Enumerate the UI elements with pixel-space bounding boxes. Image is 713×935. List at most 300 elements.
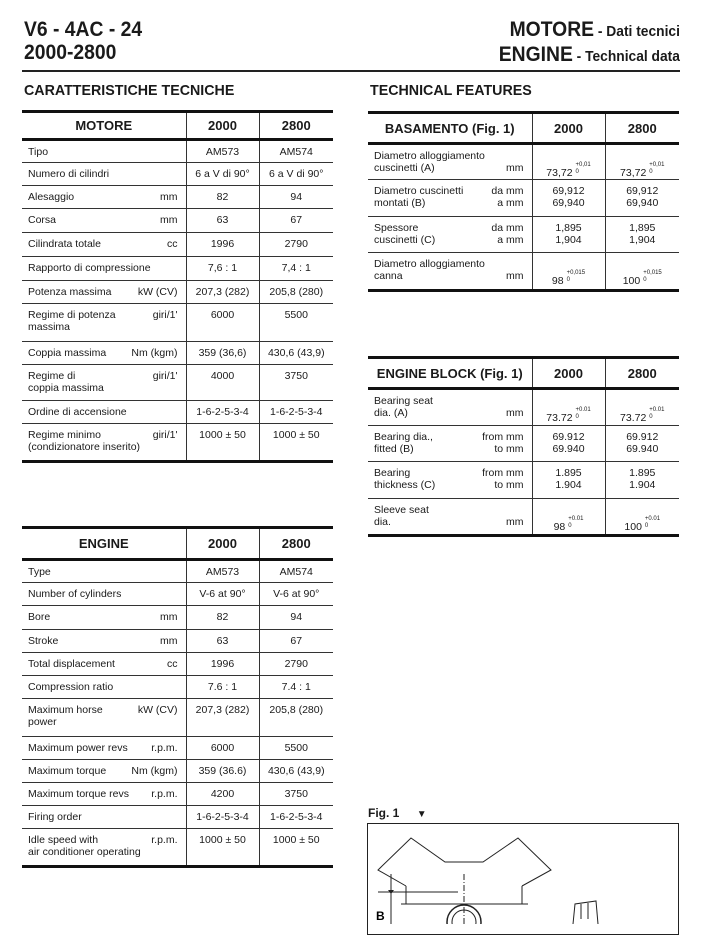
- value-2800: [259, 699, 333, 737]
- value-text: 7.6 : 1: [207, 681, 238, 693]
- row-unit: giri/1': [152, 429, 178, 441]
- value-2000: [186, 630, 259, 653]
- table-header-row: [368, 113, 679, 144]
- value-text: 430,6 (43,9): [267, 765, 325, 777]
- row-label-cell: [22, 737, 186, 760]
- table-row: [368, 144, 679, 180]
- value-2800: [259, 806, 333, 829]
- model-code: V6 - 4AC - 24: [24, 18, 143, 41]
- value-text: 1-6-2-5-3-4: [269, 811, 323, 823]
- value-2800: [605, 426, 679, 462]
- value-text: 3750: [284, 370, 308, 382]
- row-unit: from mm to mm: [482, 467, 524, 491]
- value-text: 1000 ± 50: [272, 429, 320, 441]
- basamento-table: [368, 111, 679, 292]
- value-2000: [186, 257, 259, 281]
- tolerance: [645, 516, 660, 530]
- column-header-2800: 2800: [605, 113, 679, 144]
- value-text: 73.72: [620, 412, 647, 424]
- value-2000: [532, 217, 605, 253]
- value-2800: [605, 389, 679, 426]
- figure-marker-icon: ▼: [416, 809, 427, 820]
- value-text: 82: [216, 191, 229, 203]
- row-label: Firing order: [28, 811, 82, 823]
- value-text: 6 a V di 90°: [195, 168, 250, 180]
- value-2800: [259, 304, 333, 342]
- row-label: Spessore cuscinetti (C): [374, 222, 436, 246]
- value-2800: [605, 462, 679, 499]
- value-text: 69,912 69,940: [626, 185, 659, 209]
- tolerance-upper: +0.01: [644, 516, 661, 522]
- row-label-cell: [22, 304, 186, 342]
- value-text: 207,3 (282): [195, 704, 250, 716]
- row-label: Number of cylinders: [28, 588, 122, 600]
- value-2000: [186, 760, 259, 783]
- row-label: Maximum horse power: [28, 704, 103, 728]
- row-label: Bore: [28, 611, 51, 623]
- row-label: Corsa: [28, 214, 57, 226]
- row-label-cell: [22, 140, 186, 163]
- figure-1-engine-block-drawing: [367, 823, 679, 935]
- row-label-cell: [22, 186, 186, 209]
- column-header-2000: 2000: [532, 113, 605, 144]
- column-header-2800: 2800: [605, 358, 679, 389]
- table-row: [22, 342, 333, 365]
- table-row: [22, 783, 333, 806]
- row-label: Diametro cuscinetti montati (B): [374, 185, 464, 209]
- value-2800: [259, 737, 333, 760]
- row-unit: mm: [160, 611, 178, 623]
- row-label: Bearing thickness (C): [374, 467, 436, 491]
- table-row: [22, 233, 333, 257]
- row-label-cell: [22, 163, 186, 186]
- tolerance-lower: 0: [568, 523, 572, 529]
- value-text: 1,895 1,904: [555, 222, 582, 246]
- value-2000: [186, 560, 259, 583]
- value-text: 98: [551, 275, 564, 287]
- value-text: 2790: [284, 658, 308, 670]
- row-label-cell: [22, 676, 186, 699]
- value-text: 100: [622, 275, 641, 287]
- row-label: Type: [28, 566, 51, 578]
- value-text: 7.4 : 1: [281, 681, 311, 693]
- value-2000: [186, 304, 259, 342]
- value-2800: [259, 209, 333, 233]
- value-2000: [186, 163, 259, 186]
- value-2800: [259, 783, 333, 806]
- value-text: 6000: [210, 742, 235, 754]
- table-row: [22, 737, 333, 760]
- tolerance-lower: 0: [575, 414, 579, 420]
- row-label: Compression ratio: [28, 681, 114, 693]
- row-unit: Nm (kgm): [131, 765, 178, 777]
- table-row: [22, 653, 333, 676]
- value-2000: [186, 424, 259, 462]
- value-text: AM573: [205, 146, 240, 158]
- value-text: 73,72: [620, 167, 647, 179]
- value-2800: [259, 560, 333, 583]
- value-2800: [605, 499, 679, 536]
- value-2000: [186, 829, 259, 867]
- row-unit: r.p.m.: [151, 742, 178, 754]
- row-unit: mm: [160, 635, 178, 647]
- value-2800: [259, 630, 333, 653]
- row-label: Bearing seat dia. (A): [374, 395, 433, 419]
- value-text: 98: [553, 521, 566, 533]
- value-text: 69,912 69,940: [552, 185, 585, 209]
- value-text: 1000 ± 50: [272, 834, 320, 846]
- value-text: 7,6 : 1: [207, 262, 238, 274]
- tolerance: [568, 516, 583, 530]
- value-text: 1,895 1,904: [629, 222, 656, 246]
- document-model-heading: [24, 18, 142, 64]
- value-2000: [186, 233, 259, 257]
- value-2000: [186, 806, 259, 829]
- value-text: 205,8 (280): [269, 704, 324, 716]
- row-label-cell: [22, 583, 186, 606]
- value-text: V-6 at 90°: [273, 588, 320, 600]
- row-unit: da mm a mm: [491, 185, 524, 209]
- row-label-cell: [22, 783, 186, 806]
- row-label: Diametro alloggiamento canna: [374, 258, 485, 282]
- row-label-cell: [22, 233, 186, 257]
- row-label: Diametro alloggiamento cuscinetti (A): [374, 150, 485, 174]
- tolerance: [576, 162, 591, 176]
- table-row: [22, 186, 333, 209]
- row-label-cell: [22, 257, 186, 281]
- value-2800: [605, 144, 679, 180]
- value-2800: [259, 583, 333, 606]
- value-2000: [186, 699, 259, 737]
- tolerance-lower: 0: [566, 277, 570, 283]
- value-2800: [605, 217, 679, 253]
- value-2000: [186, 209, 259, 233]
- section-heading-english: TECHNICAL FEATURES: [370, 82, 532, 99]
- value-2000: [186, 140, 259, 163]
- table-title: ENGINE: [22, 528, 186, 560]
- row-label-cell: [368, 253, 532, 291]
- table-row: [22, 257, 333, 281]
- value-text: 100: [624, 521, 642, 533]
- value-text: 359 (36.6): [198, 765, 247, 777]
- table-row: [22, 699, 333, 737]
- row-label-cell: [368, 426, 532, 462]
- tolerance-upper: +0,015: [643, 270, 662, 276]
- row-label-cell: [22, 209, 186, 233]
- row-unit: kW (CV): [137, 286, 178, 298]
- value-2800: [259, 653, 333, 676]
- row-label: Total displacement: [28, 658, 115, 670]
- table-row: [22, 281, 333, 304]
- row-label: Maximum torque: [28, 765, 107, 777]
- value-text: 69.912 69.940: [552, 431, 585, 455]
- table-title: BASAMENTO (Fig. 1): [368, 113, 532, 144]
- value-2800: [259, 676, 333, 699]
- tolerance: [567, 270, 586, 284]
- value-text: 1996: [210, 238, 235, 250]
- value-text: 69.912 69.940: [626, 431, 659, 455]
- value-2000: [186, 342, 259, 365]
- value-text: 94: [290, 191, 303, 203]
- row-unit: mm: [506, 270, 524, 282]
- row-label-cell: [22, 606, 186, 630]
- value-text: AM574: [279, 566, 313, 578]
- value-text: 1996: [210, 658, 235, 670]
- value-text: 82: [216, 611, 229, 623]
- row-label: Regime minimo (condizionatore inserito): [28, 429, 141, 453]
- tolerance: [643, 270, 662, 284]
- table-row: [22, 365, 333, 401]
- row-unit: r.p.m.: [151, 834, 178, 846]
- table-row: [22, 304, 333, 342]
- title-it-main: MOTORE: [509, 18, 595, 41]
- value-2000: [186, 583, 259, 606]
- tolerance-upper: +0,01: [575, 162, 591, 168]
- value-2000: [186, 676, 259, 699]
- column-header-2800: 2800: [259, 112, 333, 140]
- tolerance-upper: +0.01: [575, 407, 591, 413]
- row-label-cell: [368, 217, 532, 253]
- table-row: [22, 560, 333, 583]
- row-label-cell: [22, 699, 186, 737]
- value-2000: [186, 783, 259, 806]
- table-row: [22, 829, 333, 867]
- tolerance: [649, 407, 664, 421]
- value-text: 5500: [284, 742, 308, 754]
- table-header-row: [22, 112, 333, 140]
- row-label: Tipo: [28, 146, 49, 158]
- value-text: 7,4 : 1: [281, 262, 311, 274]
- value-text: 1.895 1.904: [629, 467, 656, 491]
- table-row: [368, 217, 679, 253]
- title-en-sub: - Technical data: [572, 48, 680, 65]
- value-2000: [186, 401, 259, 424]
- value-2800: [259, 424, 333, 462]
- row-label: Stroke: [28, 635, 59, 647]
- value-text: V-6 at 90°: [199, 588, 246, 600]
- value-2800: [259, 829, 333, 867]
- tolerance-upper: +0,01: [649, 162, 665, 168]
- row-unit: r.p.m.: [151, 788, 178, 800]
- row-label: Ordine di accensione: [28, 406, 127, 418]
- table-title: ENGINE BLOCK (Fig. 1): [368, 358, 532, 389]
- table-row: [22, 630, 333, 653]
- row-label: Bearing dia., fitted (B): [374, 431, 433, 455]
- row-label-cell: [368, 389, 532, 426]
- value-2000: [186, 281, 259, 304]
- title-it-sub: - Dati tecnici: [594, 23, 680, 40]
- title-en-main: ENGINE: [498, 43, 573, 66]
- value-2800: [259, 233, 333, 257]
- value-2800: [259, 760, 333, 783]
- tolerance-lower: 0: [575, 169, 579, 175]
- row-label-cell: [368, 499, 532, 536]
- row-label: Alesaggio: [28, 191, 75, 203]
- table-row: [368, 180, 679, 217]
- row-unit: mm: [506, 516, 524, 528]
- tolerance-lower: 0: [643, 277, 647, 283]
- tolerance-lower: 0: [644, 523, 649, 529]
- table-row: [22, 424, 333, 462]
- value-text: 205,8 (280): [269, 286, 324, 298]
- value-text: 67: [290, 635, 303, 647]
- figure-label: Fig. 1: [368, 806, 400, 820]
- value-text: 73,72: [546, 167, 573, 179]
- row-unit: kW (CV): [137, 704, 178, 716]
- row-label: Maximum power revs: [28, 742, 128, 754]
- value-2800: [259, 163, 333, 186]
- value-text: 2790: [284, 238, 308, 250]
- table-row: [368, 426, 679, 462]
- table-row: [368, 389, 679, 426]
- row-label: Maximum torque revs: [28, 788, 129, 800]
- row-label-cell: [22, 560, 186, 583]
- document-title: [499, 18, 680, 68]
- value-2800: [259, 365, 333, 401]
- row-unit: Nm (kgm): [131, 347, 178, 359]
- column-header-2000: 2000: [186, 112, 259, 140]
- row-label-cell: [22, 365, 186, 401]
- value-2000: [532, 180, 605, 217]
- row-label: Coppia massima: [28, 347, 107, 359]
- value-text: 67: [290, 214, 303, 226]
- table-header-row: [22, 528, 333, 560]
- row-label: Sleeve seat dia.: [374, 504, 429, 528]
- row-label-cell: [22, 829, 186, 867]
- engine-block-diagram: [368, 824, 678, 924]
- value-2000: [186, 606, 259, 630]
- row-unit: mm: [506, 407, 524, 419]
- row-unit: da mm a mm: [491, 222, 524, 246]
- value-text: 94: [290, 611, 303, 623]
- column-header-2000: 2000: [532, 358, 605, 389]
- value-2800: [259, 342, 333, 365]
- value-2800: [605, 180, 679, 217]
- value-text: 430,6 (43,9): [267, 347, 325, 359]
- value-text: 6000: [210, 309, 235, 321]
- value-text: 1000 ± 50: [199, 834, 246, 846]
- tolerance-upper: +0.01: [568, 516, 584, 522]
- row-label: Regime di coppia massima: [28, 370, 104, 394]
- value-2000: [186, 653, 259, 676]
- value-text: 207,3 (282): [195, 286, 250, 298]
- table-row: [368, 253, 679, 291]
- model-range: 2000-2800: [24, 41, 117, 64]
- value-text: 1.895 1.904: [555, 467, 582, 491]
- column-header-2800: 2800: [259, 528, 333, 560]
- tolerance-upper: +0.01: [649, 407, 665, 413]
- row-unit: mm: [506, 162, 524, 174]
- value-text: 5500: [284, 309, 308, 321]
- value-text: AM573: [205, 566, 240, 578]
- header-divider: [22, 70, 680, 72]
- row-unit: mm: [160, 191, 178, 203]
- value-text: 1-6-2-5-3-4: [269, 406, 323, 418]
- section-heading-italian: CARATTERISTICHE TECNICHE: [24, 82, 235, 99]
- row-label: Regime di potenza massima: [28, 309, 116, 333]
- table-row: [22, 760, 333, 783]
- value-text: AM574: [279, 146, 313, 158]
- value-2000: [186, 737, 259, 760]
- row-label-cell: [22, 630, 186, 653]
- table-row: [22, 806, 333, 829]
- row-unit: giri/1': [152, 370, 178, 382]
- table-row: [22, 401, 333, 424]
- row-label-cell: [22, 342, 186, 365]
- table-row: [22, 163, 333, 186]
- row-label: Rapporto di compressione: [28, 262, 151, 274]
- value-2800: [259, 281, 333, 304]
- table-row: [22, 676, 333, 699]
- value-2000: [532, 462, 605, 499]
- row-label-cell: [22, 760, 186, 783]
- tolerance-upper: +0,015: [566, 270, 586, 276]
- value-text: 63: [216, 635, 229, 647]
- value-text: 1-6-2-5-3-4: [196, 406, 249, 418]
- row-unit: cc: [167, 658, 178, 670]
- table-header-row: [368, 358, 679, 389]
- value-2000: [532, 389, 605, 426]
- tolerance: [649, 162, 664, 176]
- row-unit: cc: [167, 238, 178, 250]
- motore-table: [22, 110, 333, 463]
- table-row: [22, 140, 333, 163]
- value-2000: [532, 426, 605, 462]
- value-2800: [259, 401, 333, 424]
- value-2800: [259, 606, 333, 630]
- row-label-cell: [368, 462, 532, 499]
- engine-block-table: [368, 356, 679, 537]
- value-text: 3750: [284, 788, 308, 800]
- value-text: 4200: [210, 788, 235, 800]
- value-text: 4000: [210, 370, 235, 382]
- value-2000: [532, 144, 605, 180]
- row-label: Cilindrata totale: [28, 238, 101, 250]
- table-row: [22, 209, 333, 233]
- row-label-cell: [22, 401, 186, 424]
- table-row: [368, 462, 679, 499]
- value-2800: [259, 140, 333, 163]
- row-label-cell: [22, 424, 186, 462]
- value-text: 1-6-2-5-3-4: [196, 811, 249, 823]
- row-label: Idle speed with air conditioner operating: [28, 834, 141, 858]
- table-row: [22, 606, 333, 630]
- row-label: Numero di cilindri: [28, 168, 110, 180]
- row-label-cell: [368, 144, 532, 180]
- tolerance-lower: 0: [649, 169, 653, 175]
- value-2800: [605, 253, 679, 291]
- engine-table: [22, 526, 333, 868]
- value-text: 6 a V di 90°: [269, 168, 324, 180]
- value-text: 1000 ± 50: [199, 429, 246, 441]
- row-label-cell: [22, 653, 186, 676]
- row-label-cell: [22, 806, 186, 829]
- row-label-cell: [22, 281, 186, 304]
- value-2000: [186, 186, 259, 209]
- row-unit: from mm to mm: [482, 431, 524, 455]
- table-row: [22, 583, 333, 606]
- value-text: 359 (36,6): [198, 347, 247, 359]
- value-2000: [532, 253, 605, 291]
- row-unit: giri/1': [152, 309, 178, 321]
- table-row: [368, 499, 679, 536]
- table-title: MOTORE: [22, 112, 186, 140]
- value-2000: [532, 499, 605, 536]
- tolerance-lower: 0: [649, 414, 653, 420]
- dimension-b-label: B: [376, 909, 385, 923]
- value-2800: [259, 186, 333, 209]
- value-2000: [186, 365, 259, 401]
